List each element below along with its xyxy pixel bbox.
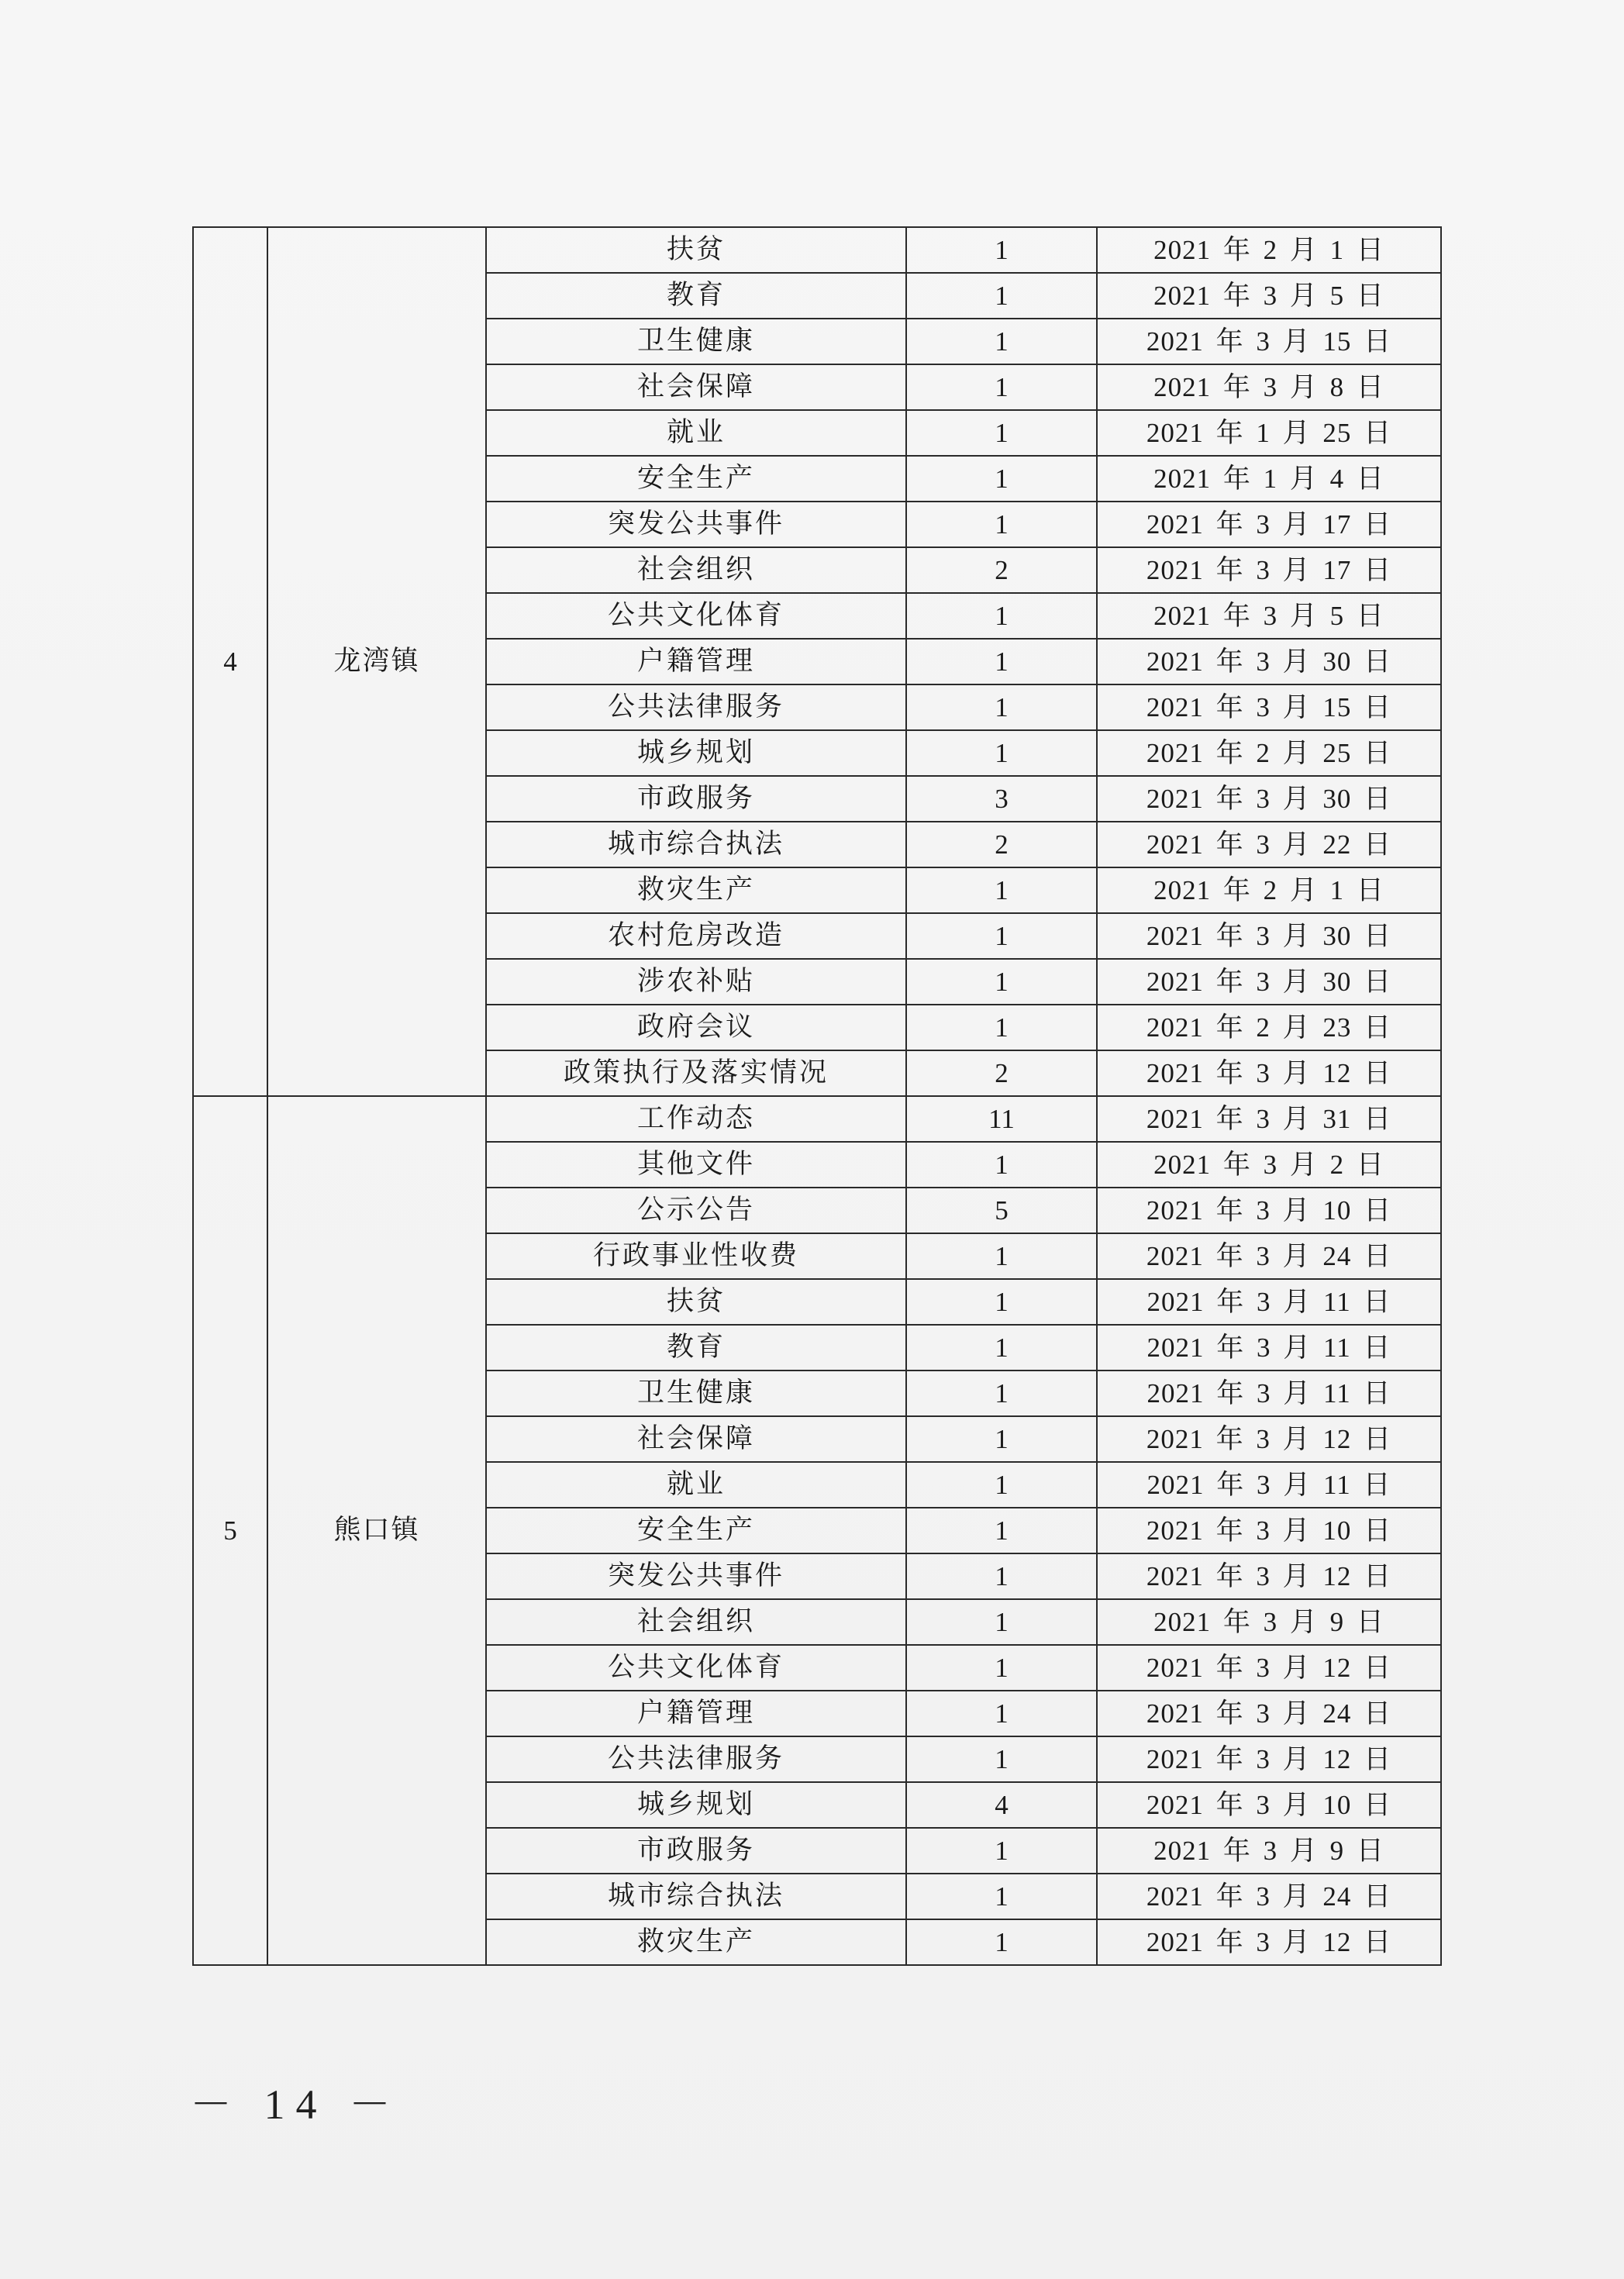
count-cell: 4 — [906, 1782, 1097, 1828]
date-cell: 2021 年 3 月 11 日 — [1097, 1279, 1441, 1325]
date-cell: 2021 年 2 月 25 日 — [1097, 730, 1441, 776]
count-cell: 2 — [906, 1050, 1097, 1096]
date-cell: 2021 年 3 月 31 日 — [1097, 1096, 1441, 1142]
count-cell: 1 — [906, 639, 1097, 684]
town-name-cell: 熊口镇 — [267, 1096, 486, 1965]
date-cell: 2021 年 3 月 10 日 — [1097, 1782, 1441, 1828]
category-cell: 安全生产 — [486, 456, 906, 502]
date-cell: 2021 年 2 月 1 日 — [1097, 867, 1441, 913]
date-cell: 2021 年 3 月 17 日 — [1097, 547, 1441, 593]
count-cell: 1 — [906, 684, 1097, 730]
date-cell: 2021 年 3 月 11 日 — [1097, 1325, 1441, 1371]
category-cell: 公共文化体育 — [486, 1645, 906, 1691]
date-cell: 2021 年 3 月 11 日 — [1097, 1371, 1441, 1416]
date-cell: 2021 年 3 月 30 日 — [1097, 639, 1441, 684]
row-index-cell: 4 — [193, 227, 267, 1096]
count-cell: 1 — [906, 1371, 1097, 1416]
count-cell: 1 — [906, 1919, 1097, 1965]
category-cell: 城乡规划 — [486, 1782, 906, 1828]
count-cell: 1 — [906, 959, 1097, 1005]
category-cell: 扶贫 — [486, 227, 906, 273]
category-cell: 市政服务 — [486, 1828, 906, 1874]
count-cell: 1 — [906, 456, 1097, 502]
category-cell: 行政事业性收费 — [486, 1233, 906, 1279]
date-cell: 2021 年 3 月 10 日 — [1097, 1188, 1441, 1233]
category-cell: 安全生产 — [486, 1508, 906, 1553]
count-cell: 1 — [906, 913, 1097, 959]
category-cell: 就业 — [486, 1462, 906, 1508]
category-cell: 政策执行及落实情况 — [486, 1050, 906, 1096]
count-cell: 1 — [906, 1645, 1097, 1691]
date-cell: 2021 年 2 月 1 日 — [1097, 227, 1441, 273]
category-cell: 突发公共事件 — [486, 502, 906, 547]
category-cell: 涉农补贴 — [486, 959, 906, 1005]
date-cell: 2021 年 3 月 5 日 — [1097, 593, 1441, 639]
date-cell: 2021 年 3 月 15 日 — [1097, 684, 1441, 730]
count-cell: 5 — [906, 1188, 1097, 1233]
count-cell: 1 — [906, 319, 1097, 364]
date-cell: 2021 年 3 月 12 日 — [1097, 1736, 1441, 1782]
count-cell: 1 — [906, 1874, 1097, 1919]
category-cell: 市政服务 — [486, 776, 906, 822]
category-cell: 卫生健康 — [486, 1371, 906, 1416]
count-cell: 1 — [906, 1279, 1097, 1325]
category-cell: 工作动态 — [486, 1096, 906, 1142]
count-cell: 1 — [906, 1233, 1097, 1279]
page-number: － 14 － — [190, 2081, 402, 2128]
count-cell: 1 — [906, 867, 1097, 913]
date-cell: 2021 年 3 月 24 日 — [1097, 1874, 1441, 1919]
count-cell: 1 — [906, 502, 1097, 547]
category-cell: 公共文化体育 — [486, 593, 906, 639]
date-cell: 2021 年 3 月 12 日 — [1097, 1553, 1441, 1599]
date-cell: 2021 年 3 月 12 日 — [1097, 1416, 1441, 1462]
category-cell: 户籍管理 — [486, 1691, 906, 1736]
date-cell: 2021 年 3 月 12 日 — [1097, 1919, 1441, 1965]
category-cell: 就业 — [486, 410, 906, 456]
date-cell: 2021 年 3 月 24 日 — [1097, 1233, 1441, 1279]
category-cell: 教育 — [486, 1325, 906, 1371]
count-cell: 1 — [906, 1005, 1097, 1050]
count-cell: 1 — [906, 1325, 1097, 1371]
table-body — [193, 227, 1441, 1965]
date-cell: 2021 年 3 月 10 日 — [1097, 1508, 1441, 1553]
date-cell: 2021 年 3 月 30 日 — [1097, 959, 1441, 1005]
date-cell: 2021 年 3 月 5 日 — [1097, 273, 1441, 319]
disclosure-table — [192, 226, 1442, 1966]
category-cell: 农村危房改造 — [486, 913, 906, 959]
date-cell: 2021 年 3 月 30 日 — [1097, 913, 1441, 959]
category-cell: 突发公共事件 — [486, 1553, 906, 1599]
category-cell: 教育 — [486, 273, 906, 319]
table-row — [193, 227, 1441, 273]
category-cell: 扶贫 — [486, 1279, 906, 1325]
category-cell: 政府会议 — [486, 1005, 906, 1050]
count-cell: 1 — [906, 410, 1097, 456]
count-cell: 1 — [906, 1599, 1097, 1645]
count-cell: 1 — [906, 227, 1097, 273]
row-index-cell: 5 — [193, 1096, 267, 1965]
count-cell: 1 — [906, 730, 1097, 776]
town-name-cell: 龙湾镇 — [267, 227, 486, 1096]
count-cell: 2 — [906, 547, 1097, 593]
count-cell: 3 — [906, 776, 1097, 822]
date-cell: 2021 年 3 月 22 日 — [1097, 822, 1441, 867]
category-cell: 公共法律服务 — [486, 684, 906, 730]
date-cell: 2021 年 3 月 12 日 — [1097, 1645, 1441, 1691]
category-cell: 社会保障 — [486, 1416, 906, 1462]
date-cell: 2021 年 3 月 24 日 — [1097, 1691, 1441, 1736]
count-cell: 1 — [906, 1828, 1097, 1874]
count-cell: 2 — [906, 822, 1097, 867]
table-row — [193, 1096, 1441, 1142]
category-cell: 公示公告 — [486, 1188, 906, 1233]
category-cell: 城市综合执法 — [486, 1874, 906, 1919]
date-cell: 2021 年 3 月 9 日 — [1097, 1828, 1441, 1874]
count-cell: 1 — [906, 1508, 1097, 1553]
date-cell: 2021 年 3 月 12 日 — [1097, 1050, 1441, 1096]
category-cell: 救灾生产 — [486, 867, 906, 913]
date-cell: 2021 年 3 月 9 日 — [1097, 1599, 1441, 1645]
date-cell: 2021 年 3 月 8 日 — [1097, 364, 1441, 410]
category-cell: 户籍管理 — [486, 639, 906, 684]
date-cell: 2021 年 1 月 25 日 — [1097, 410, 1441, 456]
category-cell: 社会组织 — [486, 1599, 906, 1645]
category-cell: 卫生健康 — [486, 319, 906, 364]
count-cell: 1 — [906, 1416, 1097, 1462]
category-cell: 救灾生产 — [486, 1919, 906, 1965]
date-cell: 2021 年 3 月 11 日 — [1097, 1462, 1441, 1508]
category-cell: 城市综合执法 — [486, 822, 906, 867]
date-cell: 2021 年 1 月 4 日 — [1097, 456, 1441, 502]
count-cell: 1 — [906, 364, 1097, 410]
date-cell: 2021 年 3 月 2 日 — [1097, 1142, 1441, 1188]
category-cell: 社会保障 — [486, 364, 906, 410]
count-cell: 1 — [906, 273, 1097, 319]
category-cell: 其他文件 — [486, 1142, 906, 1188]
date-cell: 2021 年 2 月 23 日 — [1097, 1005, 1441, 1050]
count-cell: 1 — [906, 1142, 1097, 1188]
category-cell: 公共法律服务 — [486, 1736, 906, 1782]
count-cell: 1 — [906, 1462, 1097, 1508]
date-cell: 2021 年 3 月 30 日 — [1097, 776, 1441, 822]
date-cell: 2021 年 3 月 17 日 — [1097, 502, 1441, 547]
date-cell: 2021 年 3 月 15 日 — [1097, 319, 1441, 364]
category-cell: 社会组织 — [486, 547, 906, 593]
count-cell: 1 — [906, 1736, 1097, 1782]
count-cell: 1 — [906, 1691, 1097, 1736]
count-cell: 11 — [906, 1096, 1097, 1142]
count-cell: 1 — [906, 1553, 1097, 1599]
category-cell: 城乡规划 — [486, 730, 906, 776]
count-cell: 1 — [906, 593, 1097, 639]
